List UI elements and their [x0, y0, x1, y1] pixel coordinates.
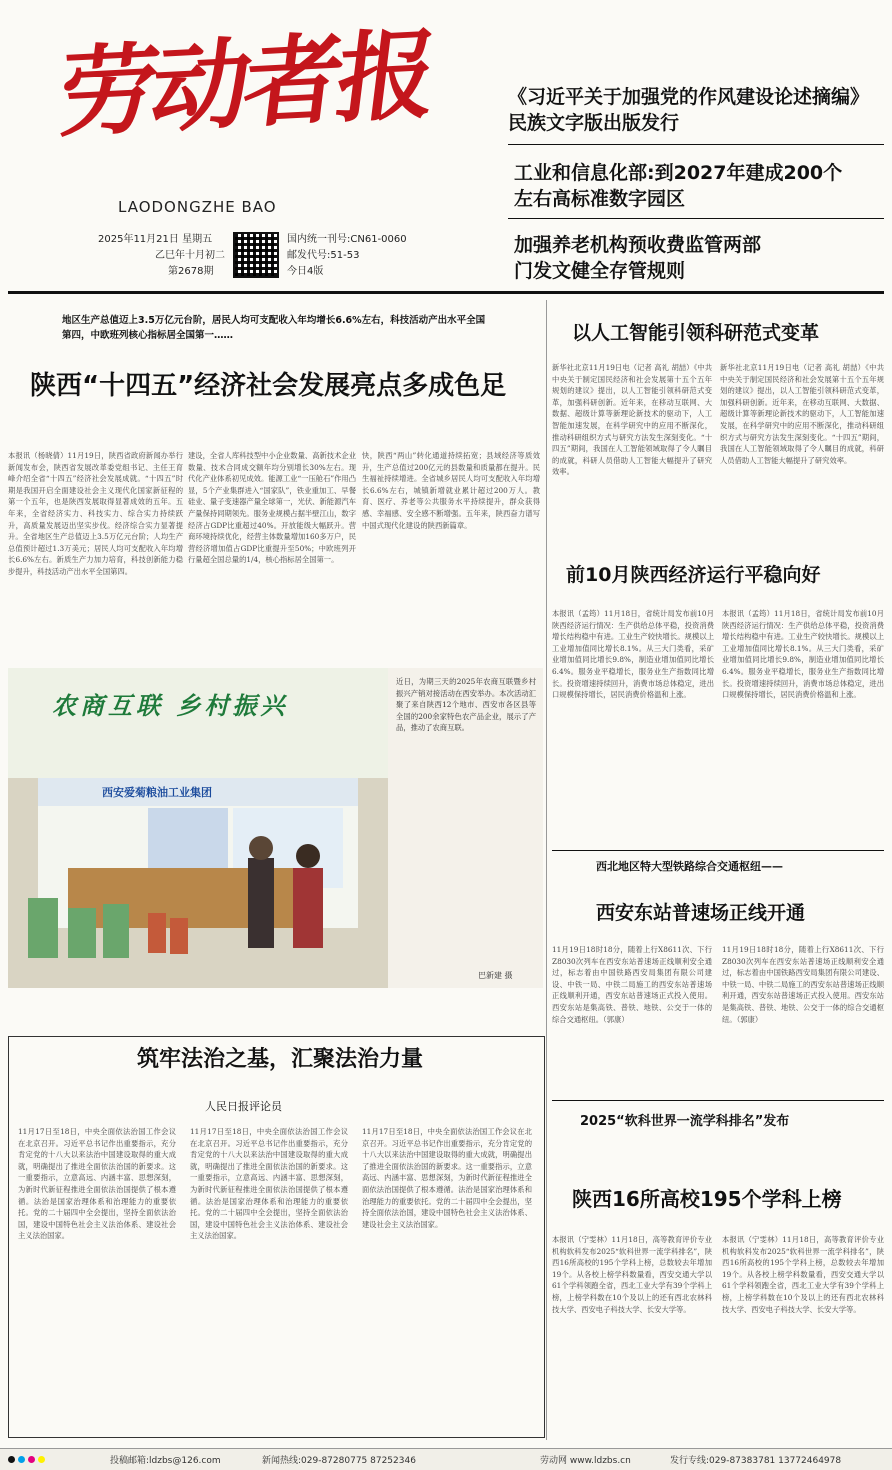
editorial-headline[interactable]: 筑牢法治之基，汇聚法治力量: [136, 1047, 423, 1072]
lead-column-1: 本报讯（杨晓倩）11月19日，陕西省政府新闻办举行新闻发布会，陕西省发展改革委党组书记、主任王育峰介绍全省“十四五”经济社会发展成就。“十四五”时期是我国开启全面建设社会主义现代化国家新征程的第一个五年，也是陕西发展取得显著成效的五年。五年来，全省经济实力、科技实力、综合实力持续跃升，高质量发展迈出坚实步伐。经济综合实力显著提升。全省地区生产总值迈上3.5万亿元台阶；人均生产总值预计超过1.3万美元；居民人均可支配收入年均增长6.6%左右。新质生产力加力培育，科技创新能力稳步提升，科技活动产出水平全国第四。: [8, 451, 183, 576]
lead-headline[interactable]: 陕西“十四五”经济社会发展亮点多成色足: [30, 371, 507, 401]
editorial-byline: 人民日报评论员: [205, 1100, 282, 1113]
story1-column-1: 新华社北京11月19日电（记者 高礼 胡喆）《中共中央关于制定国民经济和社会发展第十五个五年规划的建议》提出，以人工智能引领科研范式变革，加强科研创新。近年来，在移动互联网、大数据、超级计算等新理论新技术的驱动下，人工智能加速发展，在科学研究中的应用不断深化，推动科研组织方式与研究方法发生深刻变化。“十四五”期间，我国在人工智能领域取得了令人瞩目的成就，科研人员借助人工智能大幅提升了研究效率。: [552, 363, 712, 477]
color-registration-dots: [8, 1455, 48, 1465]
divider: [552, 1100, 884, 1101]
top-headline-1[interactable]: 《习近平关于加强党的作风建设论述摘编》民族文字版出版发行: [508, 86, 870, 134]
qr-code-icon: [233, 232, 279, 278]
issue-number: 第2678期: [168, 266, 214, 277]
masthead-rule: [8, 291, 884, 294]
story3-headline[interactable]: 西安东站普速场正线开通: [596, 902, 806, 924]
date-line: 2025年11月21日 星期五: [98, 234, 213, 245]
newspaper-logo: [52, 17, 438, 190]
photo-caption: 近日，为期三天的2025年农商互联暨乡村振兴产销对接活动在西安举办。本次活动汇聚了来自陕西12个地市、西安市各区县等全国的200余家特色农产品企业，展示了产品，推动了农商互联。: [396, 677, 536, 733]
expo-banner: 农商互联 乡村振兴: [52, 691, 289, 720]
footer-sales: 发行专线:029-87383781 13772464978: [670, 1456, 842, 1466]
column-divider: [546, 300, 547, 1440]
top-headline-2[interactable]: 工业和信息化部:到2027年建成200个左右高标准数字园区: [514, 162, 843, 210]
divider: [508, 144, 884, 145]
logo-text: 劳动者报: [52, 17, 438, 152]
footer-email: 投稿邮箱:ldzbs@126.com: [110, 1456, 221, 1466]
editorial-column-1: 11月17日至18日，中央全面依法治国工作会议在北京召开。习近平总书记作出重要指示，充分肯定党的十八大以来法治中国建设取得的重大成就，明确提出了推进全面依法治国的新要求。这一重要指示，立意高远、内涵丰富、思想深刻，为新时代新征程推进全面依法治国提供了根本遵循。法治是国家治理体系和治理能力的重要依托。党的二十届四中全会提出，坚持全面依法治国，建设中国特色社会主义法治体系、建设社会主义法治国家。: [18, 1127, 176, 1241]
story2-column-2: 本报讯（孟筠）11月18日，省统计局发布前10月陕西经济运行情况：生产供给总体平稳，投资消费增长结构稳中有进。工业生产较快增长。规模以上工业增加值同比增长8.1%。从三大门类看，采矿业增加值同比增长9.8%，制造业增加值同比增长6.4%。服务业平稳增长，服务业生产指数同比增长。投资增速持续回升，消费市场总体稳定，进出口规模保持增长，居民消费价格温和上涨。: [722, 609, 884, 700]
photo-credit: 巴新建 摄: [478, 971, 513, 980]
footer-hotline: 新闻热线:029-87280775 87252346: [262, 1456, 416, 1466]
story4-kicker: 2025“软科世界一流学科排名”发布: [580, 1114, 790, 1129]
page-count: 今日4版: [287, 266, 324, 277]
story3-column-2: 11月19日18时18分，随着上行X8611次、下行Z8030次列车在西安东站普速场正线顺利安全通过，标志着由中国铁路西安局集团有限公司建设、中铁一局、中铁二局施工的西安东站普速场正线顺利开通，西安东站普速场正式投入使用。西安东站是集高铁、普铁、地铁、公交于一体的综合交通枢纽。（郭康）: [722, 945, 884, 1024]
story3-column-1: 11月19日18时18分，随着上行X8611次、下行Z8030次列车在西安东站普速场正线顺利安全通过，标志着由中国铁路西安局集团有限公司建设、中铁一局、中铁二局施工的西安东站普速场正线顺利开通，西安东站普速场正式投入使用。西安东站是集高铁、普铁、地铁、公交于一体的综合交通枢纽。（郭康）: [552, 945, 712, 1024]
cn-number: 国内统一刊号:CN61-0060: [287, 234, 407, 245]
editorial-column-2: 11月17日至18日，中央全面依法治国工作会议在北京召开。习近平总书记作出重要指示，充分肯定党的十八大以来法治中国建设取得的重大成就，明确提出了推进全面依法治国的新要求。这一重要指示，立意高远、内涵丰富、思想深刻，为新时代新征程推进全面依法治国提供了根本遵循。法治是国家治理体系和治理能力的重要依托。党的二十届四中全会提出，坚持全面依法治国，建设中国特色社会主义法治体系、建设社会主义法治国家。: [190, 1127, 348, 1241]
story4-column-1: 本报讯（宁雯林）11月18日，高等教育评价专业机构软科发布2025“软科世界一流学科排名”，陕西16所高校的195个学科上榜，总数较去年增加19个。从各校上榜学科数量看，西安交通大学以61个学科领跑全省，西北工业大学有39个学科上榜，上榜学科数在10个及以上的还有西北农林科技大学、西安电子科技大学、长安大学等。: [552, 1235, 712, 1314]
story1-headline[interactable]: 以人工智能引领科研范式变革: [572, 322, 820, 344]
story3-kicker: 西北地区特大型铁路综合交通枢纽——: [596, 860, 783, 873]
divider: [508, 218, 884, 219]
story4-headline[interactable]: 陕西16所高校195个学科上榜: [572, 1187, 842, 1211]
editorial-column-3: 11月17日至18日，中央全面依法治国工作会议在北京召开。习近平总书记作出重要指示，充分肯定党的十八大以来法治中国建设取得的重大成就，明确提出了推进全面依法治国的新要求。这一重要指示，立意高远、内涵丰富、思想深刻，为新时代新征程推进全面依法治国提供了根本遵循。法治是国家治理体系和治理能力的重要依托。党的二十届四中全会提出，坚持全面依法治国，建设中国特色社会主义法治体系、建设社会主义法治国家。: [362, 1127, 532, 1229]
divider: [552, 850, 884, 851]
footer-web: 劳动网 www.ldzbs.cn: [540, 1456, 631, 1466]
lead-column-3: 快，陕西“两山”转化通道持续拓宽；县域经济等质效升，生产总值过200亿元的县数量和质量都在提升。民生福祉持续增进。全省城乡居民人均可支配收入年均增长6.6%左右，城镇新增就业累计超过200万人。教育、医疗、养老等公共服务水平持续提升，群众获得感、幸福感、安全感不断增强。五年来，陕西奋力谱写中国式现代化建设的陕西新篇章。: [362, 451, 540, 530]
lead-kicker: 地区生产总值迈上3.5万亿元台阶，居民人均可支配收入年均增长6.6%左右，科技活动产出水平全国第四，中欧班列核心指标居全国第一……: [62, 315, 486, 341]
logo-pinyin: LAODONGZHE BAO: [118, 198, 277, 216]
story4-column-2: 本报讯（宁雯林）11月18日，高等教育评价专业机构软科发布2025“软科世界一流学科排名”，陕西16所高校的195个学科上榜，总数较去年增加19个。从各校上榜学科数量看，西安交通大学以61个学科领跑全省，西北工业大学有39个学科上榜，上榜学科数在10个及以上的还有西北农林科技大学、西安电子科技大学、长安大学等。: [722, 1235, 884, 1314]
lunar-date: 乙巳年十月初二: [155, 250, 225, 261]
booth-sign: 西安爱菊粮油工业集团: [102, 786, 212, 799]
story2-headline[interactable]: 前10月陕西经济运行平稳向好: [566, 564, 821, 586]
story1-column-2: 新华社北京11月19日电（记者 高礼 胡喆）《中共中央关于制定国民经济和社会发展第十五个五年规划的建议》提出，以人工智能引领科研范式变革，加强科研创新。近年来，在移动互联网、大数据、超级计算等新理论新技术的驱动下，人工智能加速发展，在科学研究中的应用不断深化，推动科研组织方式与研究方法发生深刻变化。“十四五”期间，我国在人工智能领域取得了令人瞩目的成就，科研人员借助人工智能大幅提升了研究效率。: [720, 363, 884, 465]
lead-column-2: 建设，全省人库科技型中小企业数量、高新技术企业数量、技术合同成交额年均分别增长30%左右。现代化产业体系初见成效。能源工业“一压舱石”作用凸显，5个产业集群进入“国家队”，铁业重加工、早餐硅业、量子变速器产量全球第一，光伏、新能源汽车产量保持同期领先。服务业规模占据半壁江山，数字经济占GDP比重超过40%。开放能级大幅跃升。营商环境持续优化，经营主体数量增加160多万户，民营经济增加值占GDP比重提升至50%；中欧班列开行量超全国总量的1/4，核心指标居全国第一。: [188, 451, 356, 565]
top-headline-3[interactable]: 加强养老机构预收费监管两部门发文健全存管规则: [514, 234, 762, 282]
footer-bar: [0, 1448, 892, 1470]
news-photo: [8, 668, 543, 988]
postal-code: 邮发代号:51-53: [287, 250, 360, 261]
story2-column-1: 本报讯（孟筠）11月18日，省统计局发布前10月陕西经济运行情况：生产供给总体平稳，投资消费增长结构稳中有进。工业生产较快增长。规模以上工业增加值同比增长8.1%。从三大门类看，采矿业增加值同比增长9.8%，制造业增加值同比增长6.4%。服务业平稳增长，服务业生产指数同比增长。投资增速持续回升，消费市场总体稳定，进出口规模保持增长，居民消费价格温和上涨。: [552, 609, 714, 700]
